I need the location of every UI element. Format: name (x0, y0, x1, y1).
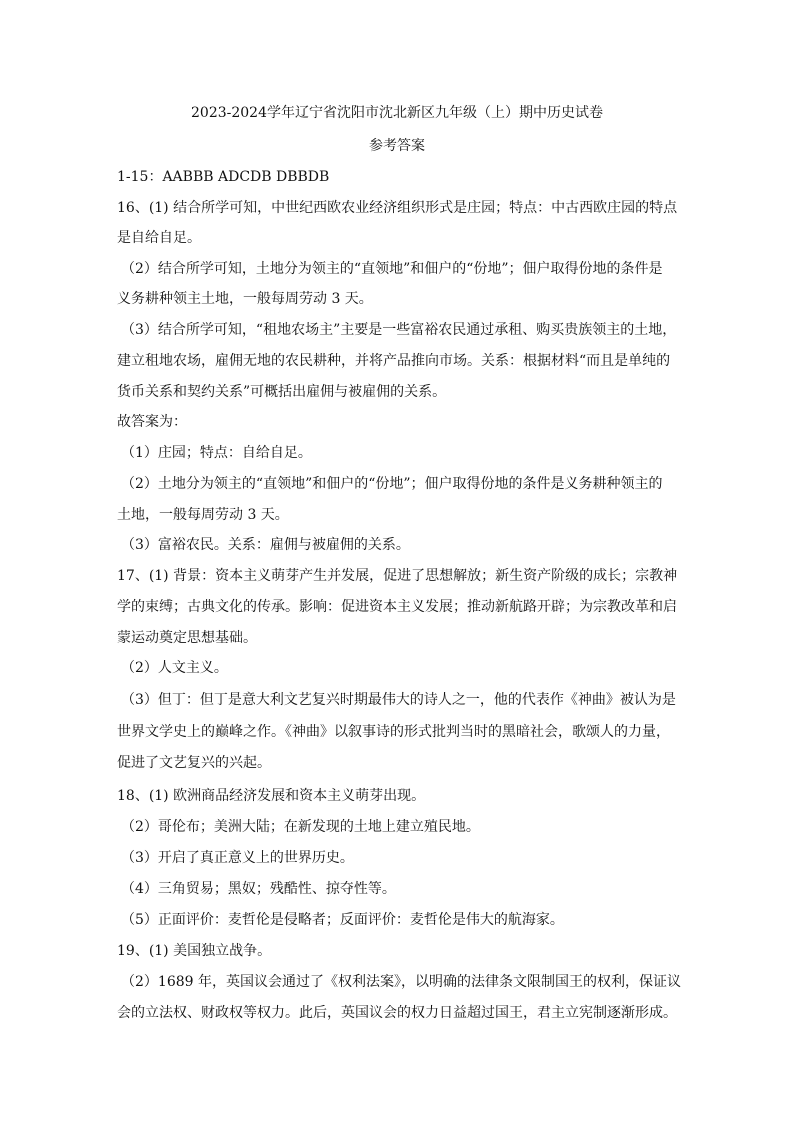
q17-part3-line1: （3）但丁：但丁是意大利文艺复兴时期最伟大的诗人之一，他的代表作《神曲》被认为是 (121, 692, 676, 708)
q16-part3-line3: 货币关系和契约关系”可概括出雇佣与被雇佣的关系。 (117, 384, 447, 400)
q19-part2-line1: （2）1689 年，英国议会通过了《权利法案》，以明确的法律条文限制国王的权利，保证议 (121, 974, 681, 990)
q16-part2-line1: （2）结合所学可知，土地分为领主的“直领地”和佃户的“份地”；佃户取得份地的条件是 (121, 261, 663, 277)
q17-part1-line1: 17、(1) 背景：资本主义萌芽产生并发展，促进了思想解放；新生资产阶级的成长；宗教神 (117, 568, 678, 584)
q16-part2-line2: 义务耕种领主土地，一般每周劳动 3 天。 (117, 291, 373, 307)
q16-part1-line2: 是自给自足。 (117, 230, 201, 246)
q17-part3-line2: 世界文学史上的巅峰之作。《神曲》以叙事诗的形式批判当时的黑暗社会，歌颂人的力量， (117, 724, 670, 740)
document-subtitle: 参考答案 (369, 138, 425, 154)
q17-part1-line2: 学的束缚；古典文化的传承。影响：促进资本主义发展；推动新航路开辟；为宗教改革和启 (117, 599, 677, 615)
q18-part1: 18、(1) 欧洲商品经济发展和资本主义萌芽出现。 (117, 788, 426, 804)
q17-part2: （2）人文主义。 (121, 660, 228, 676)
document-title: 2023-2024学年辽宁省沈阳市沈北新区九年级（上）期中历史试卷 (191, 105, 603, 121)
q18-part2: （2）哥伦布；美洲大陆；在新发现的土地上建立殖民地。 (121, 819, 480, 835)
q16-summary-2-line1: （2）土地分为领主的“直领地”和佃户的“份地”；佃户取得份地的条件是义务耕种领主的 (121, 476, 663, 492)
q16-part3-line1: （3）结合所学可知，“租地农场主”主要是一些富裕农民通过承租、购买贵族领主的土地， (121, 322, 677, 338)
q16-part3-line2: 建立租地农场，雇佣无地的农民耕种，并将产品推向市场。关系：根据材料“而且是单纯的 (117, 353, 671, 369)
q18-part5: （5）正面评价：麦哲伦是侵略者；反面评价：麦哲伦是伟大的航海家。 (121, 912, 564, 928)
q16-summary-3: （3）富裕农民。关系：雇佣与被雇佣的关系。 (121, 537, 410, 553)
q19-part2-line2: 会的立法权、财政权等权力。此后，英国议会的权力日益超过国王，君主立宪制逐渐形成。 (117, 1005, 677, 1021)
q17-part3-line3: 促进了文艺复兴的兴起。 (117, 755, 271, 771)
q16-part1-line1: 16、(1) 结合所学可知，中世纪西欧农业经济组织形式是庄园；特点：中古西欧庄园的特点 (117, 200, 678, 216)
q18-part3: （3）开启了真正意义上的世界历史。 (121, 850, 354, 866)
q19-part1: 19、(1) 美国独立战争。 (117, 943, 272, 959)
q17-part1-line3: 蒙运动奠定思想基础。 (117, 630, 257, 646)
q16-summary-1: （1）庄园；特点：自给自足。 (121, 445, 312, 461)
q16-summary-heading: 故答案为： (117, 414, 187, 430)
choice-answers: 1-15：AABBB ADCDB DBBDB (117, 169, 330, 185)
q16-summary-2-line2: 土地，一般每周劳动 3 天。 (117, 507, 289, 523)
q18-part4: （4）三角贸易；黑奴；残酷性、掠夺性等。 (121, 881, 396, 897)
